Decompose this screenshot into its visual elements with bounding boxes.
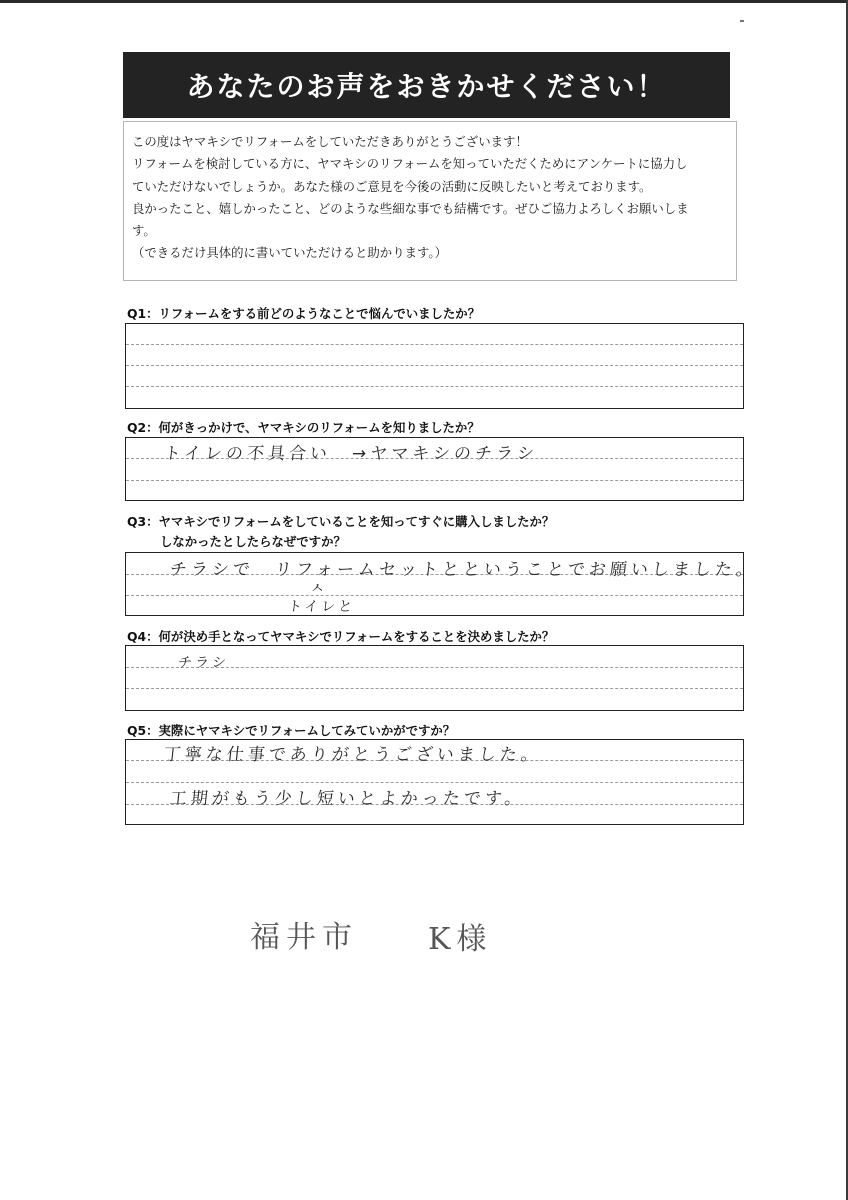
q5-answer-box	[125, 739, 744, 825]
answer-rule	[126, 595, 743, 596]
q5-answer-handwriting-line2: 工期がもう少し短いとよかったです。	[168, 789, 527, 809]
intro-line: 良かったこと、嬉しかったこと、どのような些細な事でも結構です。ぜひご協力よろしくお願いしま	[132, 200, 689, 216]
answer-rule	[126, 782, 743, 783]
q3-answer-box	[125, 552, 758, 616]
insertion-caret-icon: ㅅ	[310, 579, 325, 597]
intro-text-box	[123, 121, 737, 281]
q3-sublabel: しなかったとしたらなぜですか？	[160, 534, 346, 549]
q5-answer-handwriting-line1: 丁寧な仕事でありがとうございました。	[162, 745, 543, 765]
respondent-name: K様	[428, 922, 493, 957]
answer-rule	[126, 344, 743, 345]
q3-label: Q3：ヤマキシでリフォームをしていることを知ってすぐに購入しましたか？	[127, 514, 555, 529]
intro-line: ていただけないでしょうか。あなた様のご意見を今後の活動に反映したいと考えております。	[132, 178, 652, 194]
q3-answer-handwriting: チラシで リフォームセットとということでお願いしました。	[168, 560, 758, 580]
q3-insert-handwriting: トイレと	[287, 599, 357, 615]
answer-rule	[126, 688, 743, 689]
q4-answer-handwriting: チラシ	[177, 655, 230, 671]
answer-rule	[126, 386, 743, 387]
scan-speck	[740, 20, 744, 22]
intro-line: この度はヤマキシでリフォームをしていただきありがとうございます！	[132, 134, 528, 149]
q1-answer-box	[125, 323, 744, 409]
intro-line: リフォームを検討している方に、ヤマキシのリフォームを知っていただくためにアンケートに協力し	[132, 156, 688, 172]
respondent-city: 福井市	[250, 920, 358, 955]
answer-rule	[126, 480, 743, 481]
q1-label: Q1：リフォームをする前どのようなことで悩んでいましたか？	[127, 306, 481, 321]
answer-rule	[126, 365, 743, 366]
intro-line: す。	[132, 223, 156, 239]
q2-label: Q2：何がきっかけで、ヤマキシのリフォームを知りましたか？	[127, 420, 480, 435]
q4-answer-box	[125, 645, 744, 711]
scan-top-edge	[0, 0, 848, 3]
q2-answer-box	[125, 437, 744, 501]
q2-answer-handwriting: トイレの不具合い →ヤマキシのチラシ	[162, 444, 540, 464]
survey-title: あなたのお声をおきかせください！	[123, 52, 730, 118]
intro-line: （できるだけ具体的に書いていただけると助かります。）	[132, 245, 447, 261]
q4-label: Q4：何が決め手となってヤマキシでリフォームをすることを決めましたか？	[127, 629, 555, 644]
q5-label: Q5：実際にヤマキシでリフォームしてみていかがですか？	[127, 723, 456, 738]
